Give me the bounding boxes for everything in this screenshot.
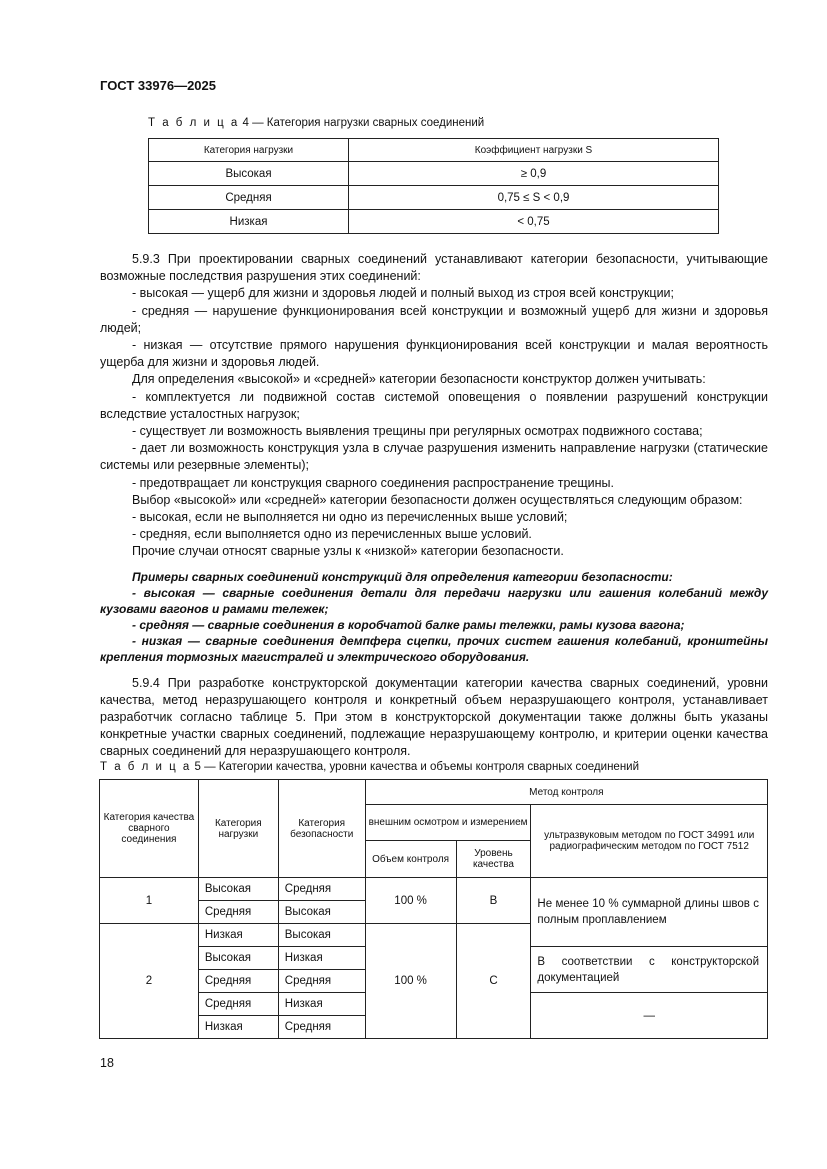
list-item: - дает ли возможность конструкция узла в случае разрушения изменить направление нагрузки (статические системы или резервные элементы); [100,441,768,473]
table4-caption [148,117,484,129]
column-header-safety-category: Категория безопасности [278,780,365,878]
cell-safety-category: Высокая [278,924,365,947]
column-header-control-method: Метод контроля [365,780,767,805]
column-header-load-category: Категория нагрузки [198,780,278,878]
column-header-quality-level: Уровень качества [456,841,531,878]
quality-category-table [99,779,768,1039]
cell-category: Средняя [149,186,349,210]
cell-load-category: Низкая [198,1016,278,1039]
cell-coefficient: 0,75 ≤ S < 0,9 [349,186,719,210]
column-header-load-category: Категория нагрузки [149,139,349,162]
paragraph-5-9-4: 5.9.4 При разработке конструкторской документации категории качества сварных соединений, уровни качества, метод неразрушающего контроля и конкретный объем неразрушающего контроля, устанавливает разработчик согласно таблице 5. При этом в конструкторской документации также должны быть указаны конкретные участки сварных соединений, подлежащие неразрушающему контролю, и критерии оценки качества сварных соединений для неразрушающего контроля. [100,675,768,759]
column-header-control-volume: Объем контроля [365,841,456,878]
document-code: ГОСТ 33976—2025 [100,78,216,93]
cell-control-volume: 100 % [365,924,456,1039]
cell-safety-category: Средняя [278,878,365,901]
table-row [149,186,719,210]
cell-safety-category: Низкая [278,993,365,1016]
example-item: - высокая — сварные соединения детали для передачи нагрузки или гашения колебаний между кузовами вагонов и рамами тележек; [100,585,768,616]
table4-caption-label: Т а б л и ц а [148,117,240,129]
cell-quality-level: B [456,878,531,924]
list-item: - средняя — нарушение функционирования всей конструкции и возможный ущерб для жизни и здоровья людей; [100,303,768,335]
cell-load-category: Средняя [198,901,278,924]
cell-coefficient: ≥ 0,9 [349,162,719,186]
cell-ultrasonic-control: В соответствии с конструкторской документацией [531,947,768,993]
example-item: - средняя — сварные соединения в коробчатой балке рамы тележки, рамы кузова вагона; [132,617,685,632]
cell-quality-level: C [456,924,531,1039]
paragraph-5-9-3: 5.9.3 При проектировании сварных соединений устанавливают категории безопасности, учитывающие возможные последствия разрушения этих соединений: [100,252,768,284]
paragraph: Прочие случаи относят сварные узлы к «низкой» категории безопасности. [132,544,564,559]
cell-control-volume: 100 % [365,878,456,924]
column-header-load-coefficient: Коэффициент нагрузки S [349,139,719,162]
list-item: - предотвращает ли конструкция сварного соединения распространение трещины. [132,475,614,490]
table-header-row [149,139,719,162]
cell-ultrasonic-control: — [531,993,768,1039]
cell-load-category: Средняя [198,970,278,993]
example-item: - низкая — сварные соединения демпфера сцепки, прочих систем гашения колебаний, кронштейны крепления тормозных магистралей и электрического оборудования. [100,633,768,664]
list-item: - средняя, если выполняется одно из перечисленных выше условий. [132,527,532,542]
cell-quality-category: 1 [100,878,199,924]
paragraph: Выбор «высокой» или «средней» категории безопасности должен осуществляться следующим образом: [132,492,743,507]
list-item: - существует ли возможность выявления трещины при регулярных осмотрах подвижного состава; [132,424,703,439]
cell-safety-category: Средняя [278,970,365,993]
cell-load-category: Высокая [198,947,278,970]
list-item: - высокая, если не выполняется ни одно из перечисленных выше условий; [132,510,568,525]
cell-safety-category: Высокая [278,901,365,924]
cell-category: Низкая [149,210,349,234]
table5-caption-label: Т а б л и ц а [100,761,192,773]
cell-ultrasonic-control: Не менее 10 % суммарной длины швов с полным проплавлением [531,878,768,947]
cell-category: Высокая [149,162,349,186]
column-header-quality-category: Категория качества сварного соединения [100,780,199,878]
paragraph: Для определения «высокой» и «средней» категории безопасности конструктор должен учитывать: [132,372,706,387]
cell-load-category: Низкая [198,924,278,947]
table4-caption-text: 4 — Категория нагрузки сварных соединений [239,117,485,129]
table-row [100,878,768,901]
document-body [100,251,768,761]
table-row [149,162,719,186]
column-header-ultrasonic-radiographic: ультразвуковым методом по ГОСТ 34991 или радиографическим методом по ГОСТ 7512 [531,805,768,878]
column-header-visual-inspection: внешним осмотром и измерением [365,805,531,841]
cell-safety-category: Средняя [278,1016,365,1039]
list-item: - высокая — ущерб для жизни и здоровья людей и полный выход из строя всей конструкции; [132,286,675,301]
cell-quality-category: 2 [100,924,199,1039]
cell-load-category: Средняя [198,993,278,1016]
page-number: 18 [100,1056,114,1070]
list-item: - низкая — отсутствие прямого нарушения функционирования всей конструкции и малая вероятность ущерба для жизни и здоровья людей. [100,338,768,370]
cell-load-category: Высокая [198,878,278,901]
load-category-table [148,138,719,234]
cell-coefficient: < 0,75 [349,210,719,234]
cell-safety-category: Низкая [278,947,365,970]
example-heading: Примеры сварных соединений конструкций для определения категории безопасности: [132,569,673,584]
table-row [149,210,719,234]
table5-caption-text: 5 — Категории качества, уровни качества и объемы контроля сварных соединений [191,761,640,773]
list-item: - комплектуется ли подвижной состав системой оповещения о появлении разрушений конструкции вследствие усталостных нагрузок; [100,389,768,421]
table5-caption [100,761,639,773]
table-header-row [100,780,768,805]
